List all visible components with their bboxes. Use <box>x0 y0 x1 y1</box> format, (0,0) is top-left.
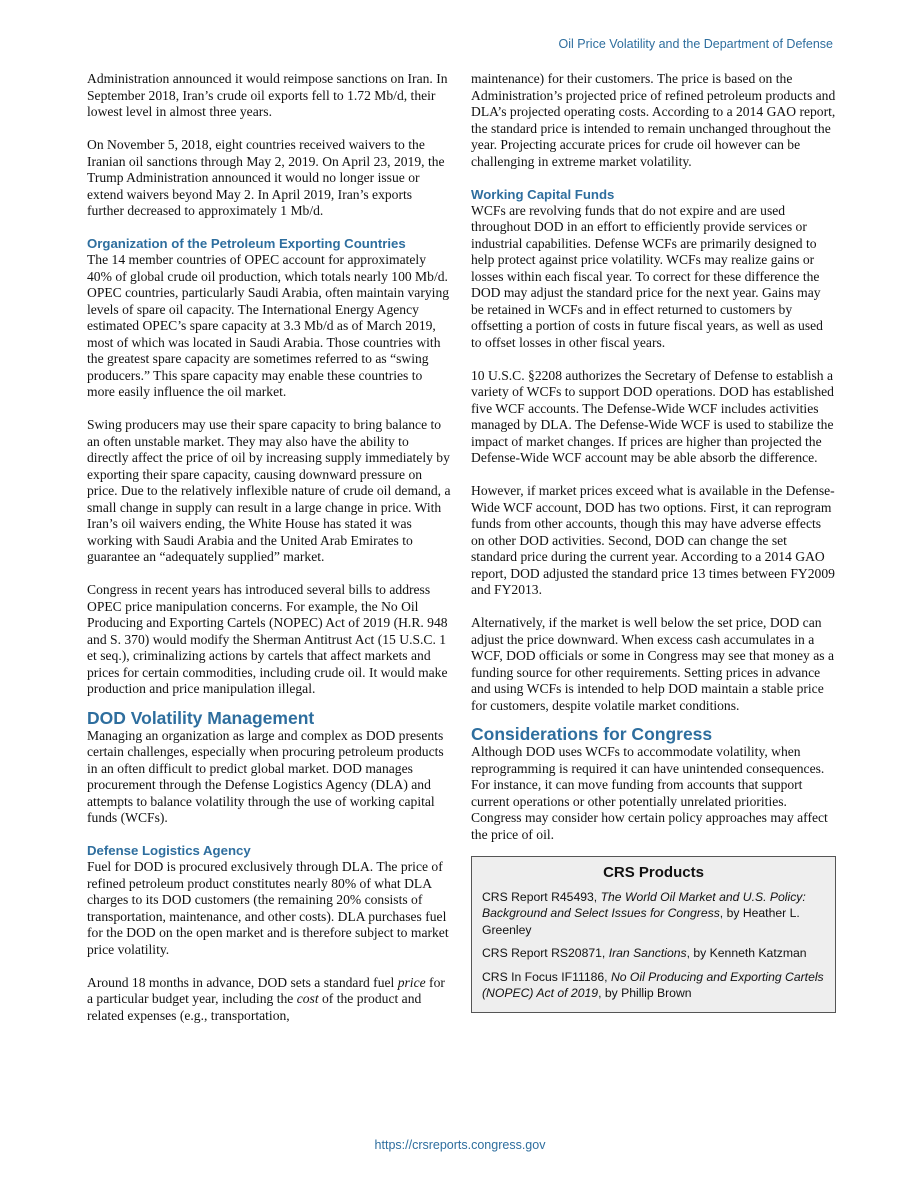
subheading-opec: Organization of the Petroleum Exporting Countries <box>87 236 406 251</box>
paragraph: Although DOD uses WCFs to accommodate volatility, when reprogramming is required it can have unintended consequences. For instance, it can move funding from accounts that support current operations or other potentially unrelated priorities. Congress may consider how certain policy approaches may affect the price of oil. <box>471 744 828 842</box>
section-heading-dod-volatility: DOD Volatility Management <box>87 707 315 728</box>
crs-product-item: CRS Report RS20871, Iran Sanctions, by Kenneth Katzman <box>482 946 807 960</box>
crs-products-box <box>471 856 836 1013</box>
crs-product-item: CRS Report R45493, The World Oil Market and U.S. Policy: Background and Select Issues for Congress, by Heather L. Greenley <box>482 889 806 937</box>
paragraph: 10 U.S.C. §2208 authorizes the Secretary of Defense to establish a variety of WCFs to support DOD operations. DOD has established five WCF accounts. The Defense-Wide WCF includes activities managed by DLA. The Defense-Wide WCF is used to stabilize the impact of market changes. If prices are higher than projected the Defense-Wide WCF account may be able absorb the difference. <box>471 367 834 465</box>
paragraph: Alternatively, if the market is well below the set price, DOD can adjust the price downward. When excess cash accumulates in a WCF, DOD officials or some in Congress may see that money as a funding source for other requirements. Setting prices in advance and using WCFs is intended to help DOD maintain a stable price for customers, despite volatile market conditions. <box>471 615 834 713</box>
crs-product-item: CRS In Focus IF11186, No Oil Producing and Exporting Cartels (NOPEC) Act of 2019, by Phillip Brown <box>482 969 824 1000</box>
paragraph: maintenance) for their customers. The price is based on the Administration’s projected price of refined petroleum products and DLA’s projected operating costs. According to a 2014 GAO report, the standard price is intended to remain unchanged throughout the year. Projecting accurate prices for crude oil however can be challenging in extreme market volatility. <box>471 71 836 169</box>
paragraph: Managing an organization as large and complex as DOD presents certain challenges, especially when procuring petroleum products in an often difficult to predict global market. DOD manages procurement through the Defense Logistics Agency (DLA) and attempts to balance volatility through the use of working capital funds (WCFs). <box>87 727 444 825</box>
paragraph: Administration announced it would reimpose sanctions on Iran. In September 2018, Iran’s crude oil exports fell to 1.72 Mb/d, their lowest level in almost three years. <box>87 71 448 119</box>
paragraph: On November 5, 2018, eight countries received waivers to the Iranian oil sanctions through May 2, 2019. On April 23, 2019, the Trump Administration announced it would no longer issue or extend waivers beyond May 2. In April 2019, Iran’s exports further decreased to approximately 1 Mb/d. <box>87 137 445 218</box>
paragraph: The 14 member countries of OPEC account for approximately 40% of global crude oil production, which totals nearly 100 Mb/d. OPEC countries, particularly Saudi Arabia, often maintain varying levels of spare oil capacity. The International Energy Agency estimated OPEC’s spare capacity at 3.3 Mb/d as of March 2019, most of which was located in Saudi Arabia. Those countries with the greatest spare capacity are sometimes referred to as “swing producers.” This spare capacity may enable these countries to more easily influence the oil market. <box>87 252 450 399</box>
running-header: Oil Price Volatility and the Department of Defense <box>558 37 833 51</box>
paragraph: However, if market prices exceed what is available in the Defense-Wide WCF account, DOD has two options. First, it can reprogram funds from other accounts, though this may have adverse effects on other DOD activities. Second, DOD can change the set standard price during the current year. According to a 2014 GAO report, DOD adjusted the standard price 13 times between FY2009 and FY2013. <box>471 483 835 597</box>
left-column <box>87 71 452 1024</box>
paragraph: WCFs are revolving funds that do not expire and are used throughout DOD in an effort to efficiently provide services or industrial capabilities. Defense WCFs are primarily designed to help protect against price volatility. WCFs may realize gains or losses within each fiscal year. To correct for these difference the DOD may adjust the standard price for the next year. Gains may be retained in WCFs and in effect returned to customers by offsetting a portion of costs in future fiscal years, as well as used to offset losses in other fiscal years. <box>471 202 823 350</box>
crs-products-title: CRS Products <box>603 864 704 881</box>
footer-url-link[interactable]: https://crsreports.congress.gov <box>374 1138 546 1152</box>
paragraph: Congress in recent years has introduced several bills to address OPEC price manipulation concerns. For example, the No Oil Producing and Exporting Cartels (NOPEC) Act of 2019 (H.R. 948 and S. 370) would modify the Sherman Antitrust Act (15 U.S.C. 1 et seq.), criminalizing actions by cartels that affect markets and prices for certain commodities, including crude oil. It would make production and price manipulation illegal. <box>87 582 448 696</box>
paragraph: Around 18 months in advance, DOD sets a standard fuel price for a particular budget year, including the cost of the product and related expenses (e.g., transportation, <box>87 974 445 1023</box>
subheading-dla: Defense Logistics Agency <box>87 843 251 858</box>
paragraph: Fuel for DOD is procured exclusively through DLA. The price of refined petroleum product constitutes nearly 80% of what DLA charges to its DOD customers (the remaining 20% consists of transportation, maintenance, and other costs). DLA purchases fuel for the DOD on the open market and is therefore subject to market price volatility. <box>87 859 449 957</box>
paragraph: Swing producers may use their spare capacity to bring balance to an often unstable market. They may also have the ability to directly affect the price of oil by increasing supply immediately by exporting their spare capacity, causing downward pressure on price. Due to the relatively inflexible nature of crude oil demand, a small change in supply can result in a large change in price. With Iran’s oil waivers ending, the White House has stated it was working with Saudi Arabia and the United Arab Emirates to guarantee an “adequately supplied” market. <box>87 417 451 564</box>
subheading-wcf: Working Capital Funds <box>471 186 615 202</box>
section-heading-considerations: Considerations for Congress <box>471 724 713 744</box>
right-column <box>471 71 836 1013</box>
